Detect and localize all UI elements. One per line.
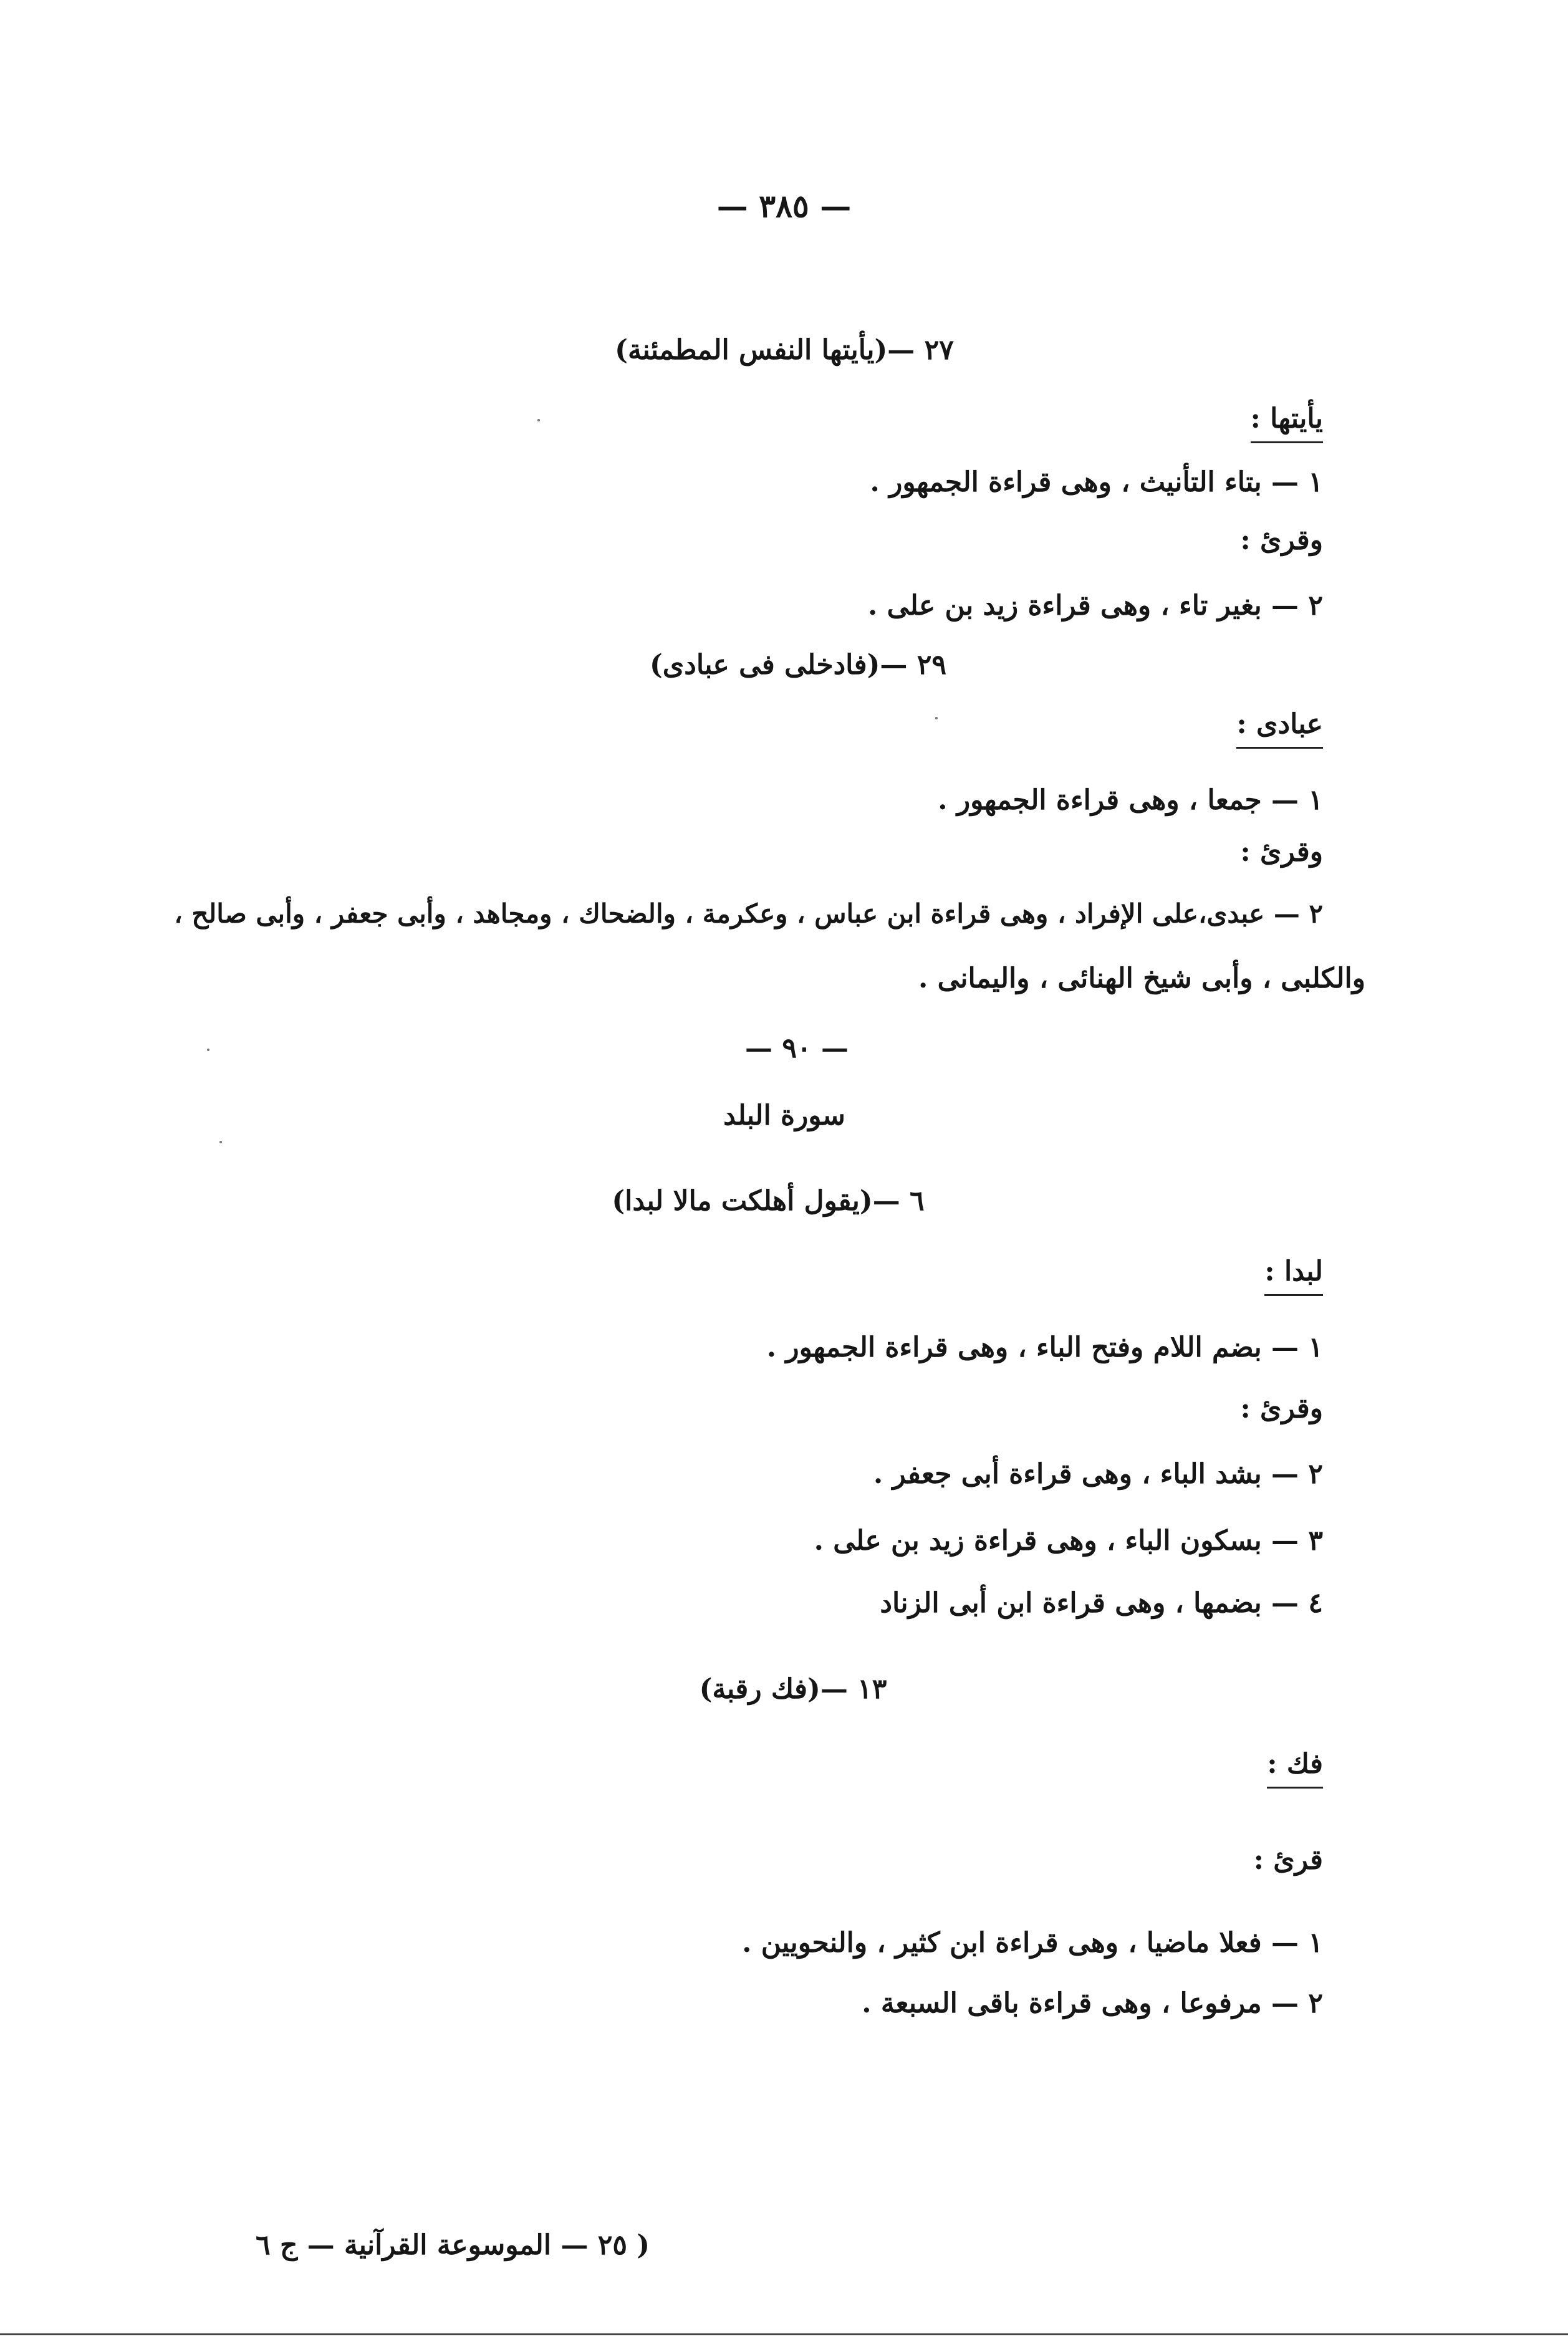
text-line: ١ — بتاء التأنيث ، وهى قراءة الجمهور .: [870, 466, 1323, 498]
text-line: ١ — جمعا ، وهى قراءة الجمهور .: [938, 784, 1323, 816]
text-line: ٢ — مرفوعا ، وهى قراءة باقى السبعة .: [862, 1987, 1323, 2019]
scan-speck: [207, 1049, 209, 1051]
text-line: وقرئ :: [1240, 524, 1323, 556]
text-line: ٣ — بسكون الباء ، وهى قراءة زيد بن على .: [814, 1525, 1323, 1557]
word-heading: عبادى :: [1236, 711, 1323, 749]
verse-heading: ٢٩ —(فادخلى فى عبادى): [649, 649, 947, 681]
text-line: ٢ — بغير تاء ، وهى قراءة زيد بن على .: [868, 590, 1323, 622]
page-number: — ٣٨٥ —: [716, 188, 852, 224]
footer-note: ( ٢٥ — الموسوعة القرآنية — ج ٦: [256, 2229, 650, 2261]
section-number: — ٩٠ —: [745, 1032, 849, 1064]
text-line: ٢ — بشد الباء ، وهى قراءة أبى جعفر .: [873, 1458, 1323, 1490]
scan-speck: [219, 1141, 222, 1143]
verse-heading: ٦ —(يقول أهلكت مالا لبدا): [612, 1185, 925, 1217]
bottom-edge-rule: [0, 2333, 1568, 2335]
text-line: وقرئ :: [1240, 836, 1323, 868]
verse-heading: ٢٧ —(يأيتها النفس المطمئنة): [615, 334, 954, 366]
scan-speck: [537, 419, 540, 421]
text-line: قرئ :: [1253, 1844, 1323, 1876]
surah-title: سورة البلد: [723, 1100, 845, 1131]
word-heading: فك :: [1267, 1751, 1323, 1789]
text-line: ١ — فعلا ماضيا ، وهى قراءة ابن كثير ، والنحويين .: [742, 1927, 1323, 1959]
text-line: وقرئ :: [1240, 1393, 1323, 1424]
verse-heading: ١٣ —(فك رقبة): [699, 1673, 887, 1705]
text-line: ١ — بضم اللام وفتح الباء ، وهى قراءة الجمهور .: [766, 1332, 1323, 1363]
text-line: والكلبى ، وأبى شيخ الهنائى ، واليمانى .: [918, 963, 1365, 994]
word-heading: يأيتها :: [1251, 405, 1323, 443]
scan-speck: [935, 717, 938, 719]
text-line: ٤ — بضمها ، وهى قراءة ابن أبى الزناد: [880, 1587, 1323, 1619]
text-line: ٢ — عبدى،على الإفراد ، وهى قراءة ابن عباس ، وعكرمة ، والضحاك ، ومجاهد ، وأبى جعفر ، وأبى صالح ،: [174, 898, 1323, 929]
word-heading: لبدا :: [1264, 1258, 1323, 1296]
